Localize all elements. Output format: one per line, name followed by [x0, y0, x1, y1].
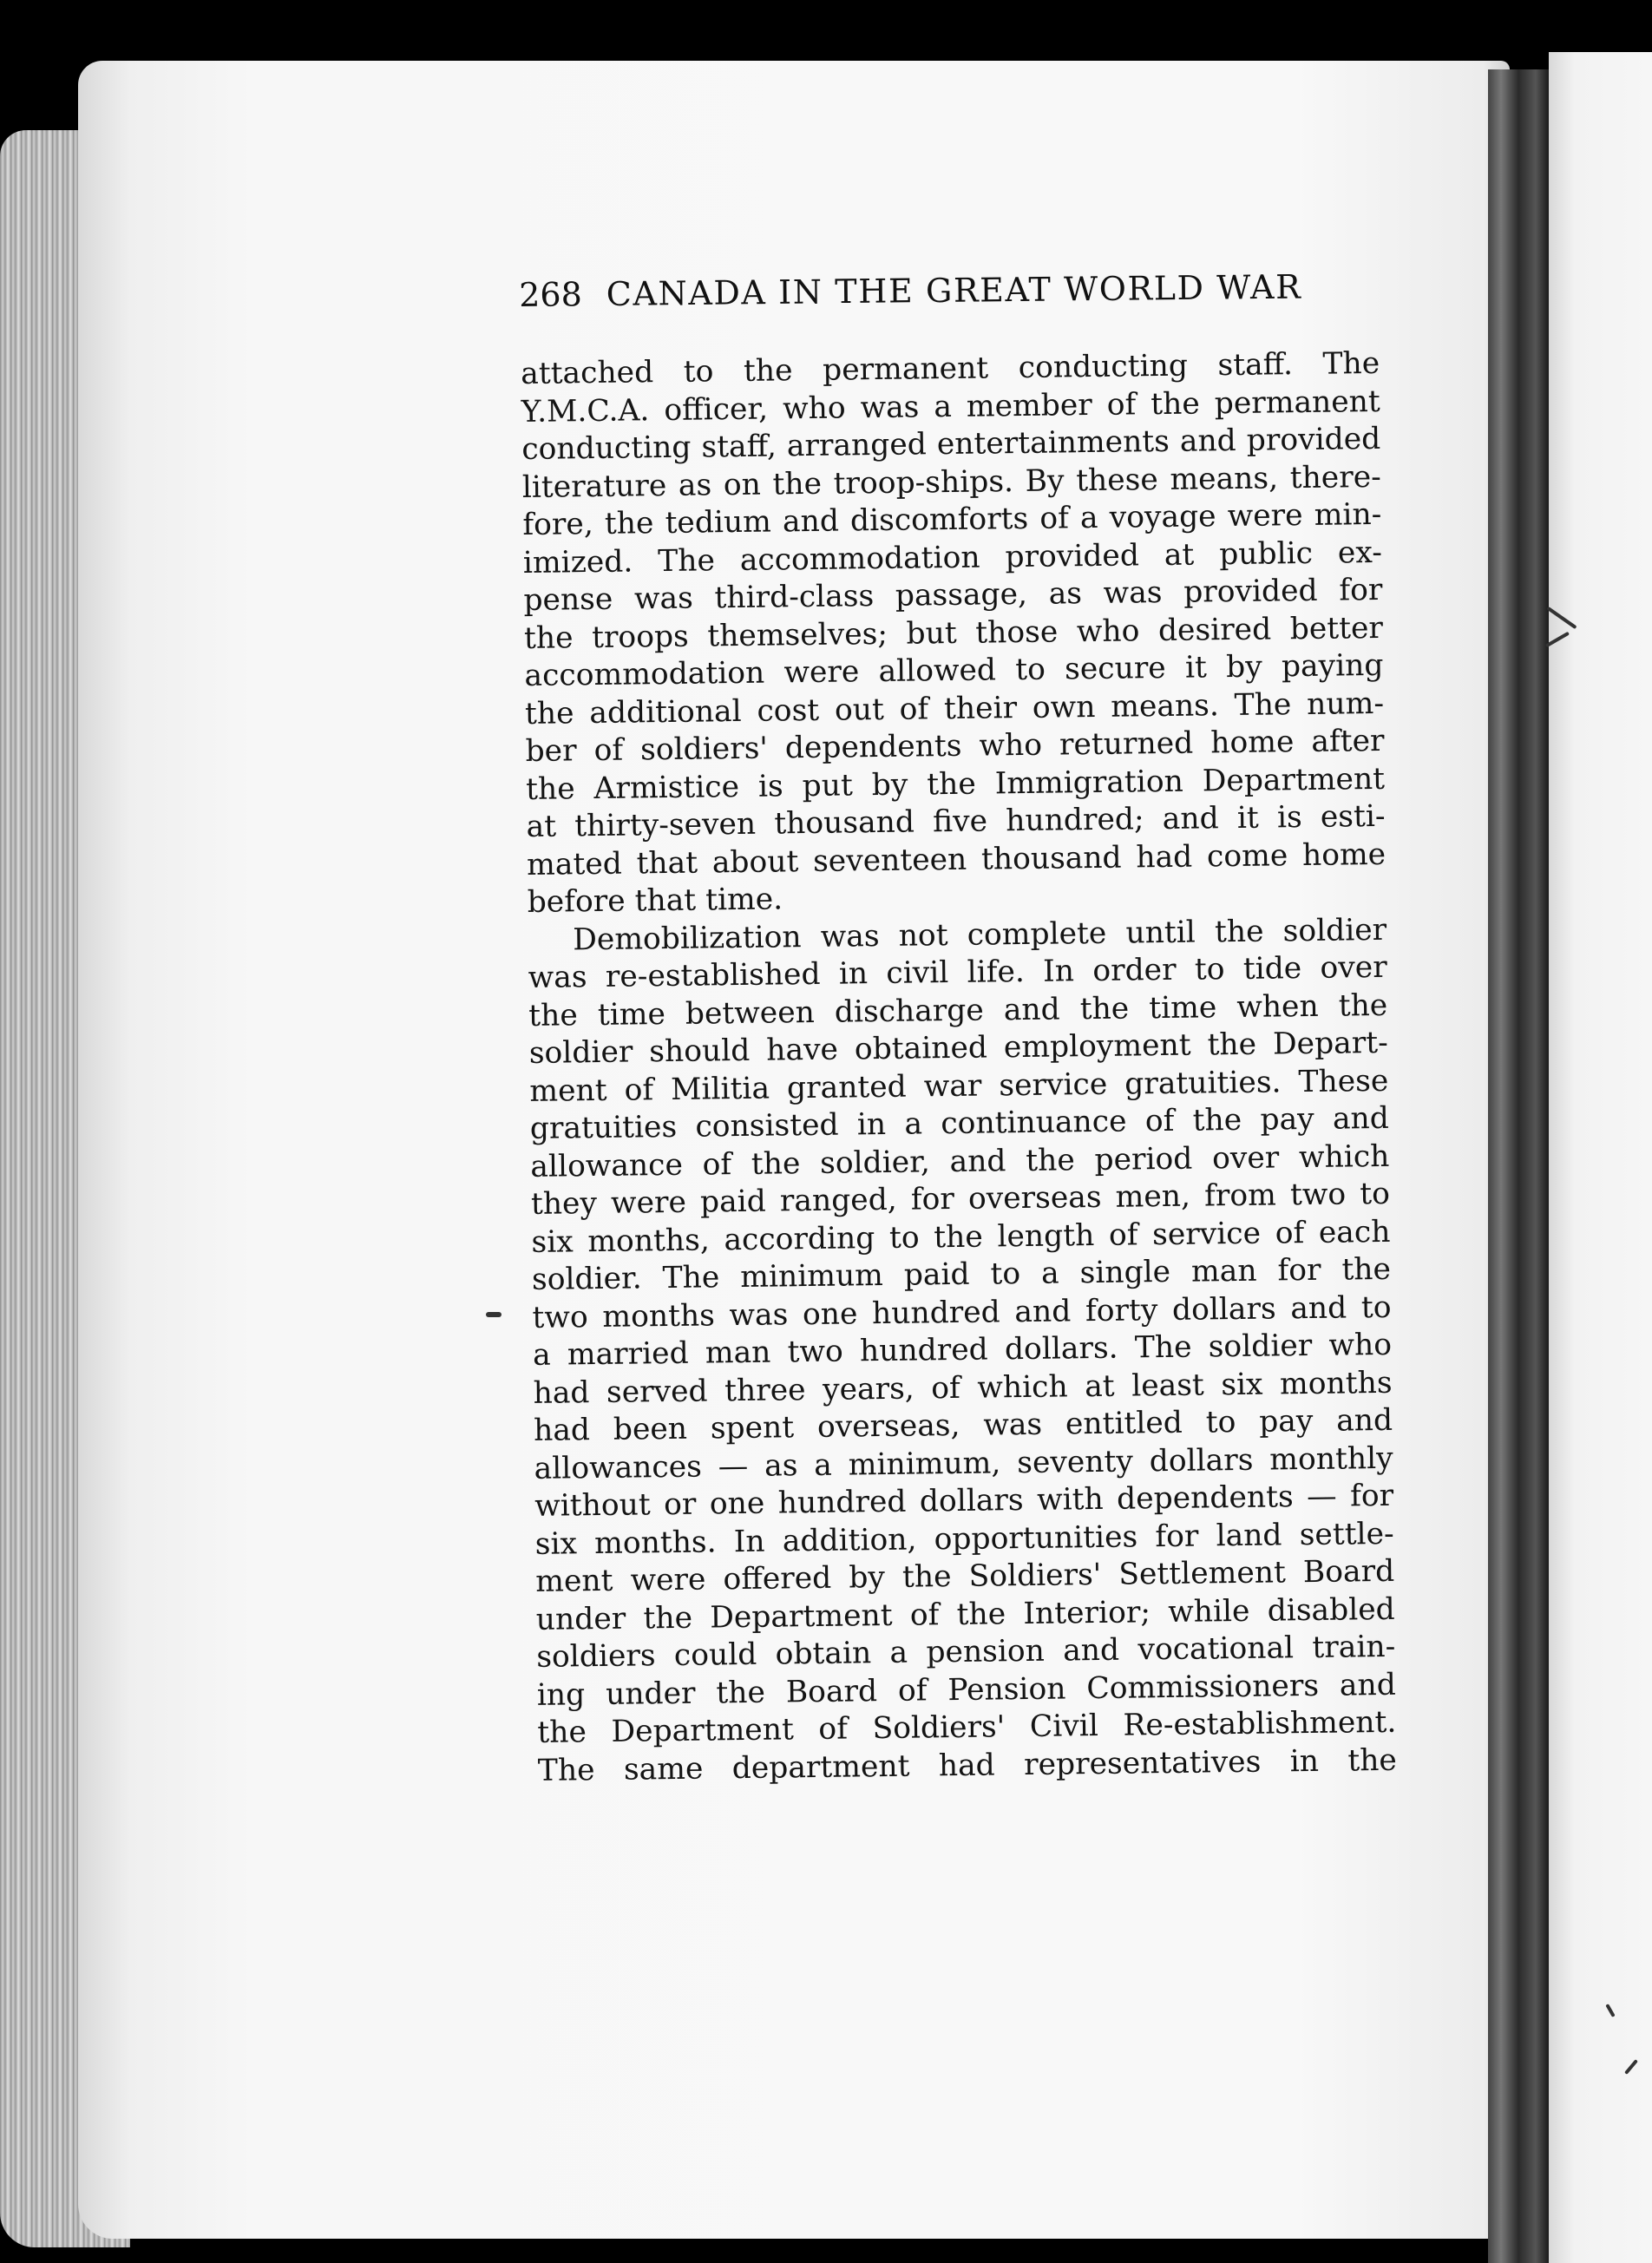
text-line: gratuities consisted in a continuance of the pay and [529, 1100, 1390, 1146]
margin-mark [486, 1312, 502, 1317]
body-text [521, 345, 1397, 1790]
text-line: imized. The accommodation provided at public ex- [522, 535, 1383, 581]
text-line: ber of soldiers' dependents who returned home after [525, 723, 1385, 769]
text-line: soldier. The minimum paid to a single man for the [531, 1251, 1392, 1297]
text-line: mated that about seventeen thousand had come home [526, 836, 1386, 882]
page-number: 268 [519, 275, 582, 314]
running-title: CANADA IN THE GREAT WORLD WAR [606, 267, 1302, 313]
text-line: soldier should have obtained employment the Depart- [528, 1025, 1388, 1071]
text-line: conducting staff, arranged entertainments and provided [521, 421, 1381, 467]
text-line: The same department had representatives in the [537, 1742, 1398, 1788]
text-line: they were paid ranged, for overseas men, from two to [530, 1176, 1391, 1222]
text-line: had been spent overseas, was entitled to pay and [533, 1402, 1393, 1448]
book-binding [1488, 69, 1549, 2263]
text-line: pense was third-class passage, as was provided for [523, 572, 1383, 618]
text-line: literature as on the troop-ships. By these means, there- [521, 459, 1382, 505]
text-line: allowances — as a minimum, seventy dollars monthly [534, 1440, 1393, 1486]
text-line: Demobilization was not complete until the soldier [572, 912, 1387, 957]
text-line: the Armistice is put by the Immigration Department [525, 761, 1386, 807]
text-line: had served three years, of which at least six months [533, 1365, 1393, 1411]
text-line: accommodation were allowed to secure it by paying [524, 647, 1384, 693]
text-line: before that time. [527, 882, 783, 920]
facing-page-edge [1549, 52, 1652, 2263]
text-line: fore, the tedium and discomforts of a voyage were min- [522, 496, 1382, 542]
text-line: two months was one hundred and forty dollars and to [532, 1289, 1392, 1335]
text-line: a married man two hundred dollars. The soldier who [532, 1327, 1393, 1373]
text-line: six months, according to the length of service of each [531, 1214, 1391, 1260]
text-line: was re-established in civil life. In order to tide over [528, 949, 1387, 995]
text-line: at thirty-seven thousand five hundred; and it is esti- [526, 798, 1386, 844]
text-line: six months. In addition, opportunities for land settle- [534, 1516, 1394, 1562]
text-line: under the Department of the Interior; while disabled [535, 1591, 1395, 1637]
text-line: the Department of Soldiers' Civil Re-establishment. [537, 1704, 1397, 1750]
text-line: the additional cost out of their own means. The num- [524, 685, 1385, 731]
text-line: Y.M.C.A. officer, who was a member of the permanent [521, 384, 1380, 430]
text-line: without or one hundred dollars with dependents — for [534, 1478, 1394, 1524]
text-line: ment of Militia granted war service gratuities. These [529, 1063, 1389, 1109]
text-line: the troops themselves; but those who desired better [523, 610, 1384, 656]
text-line: the time between discharge and the time when the [528, 987, 1388, 1033]
text-line: ment were offered by the Soldiers' Settlement Board [535, 1553, 1395, 1599]
text-line: allowance of the soldier, and the period over which [530, 1138, 1390, 1184]
text-line: ing under the Board of Pension Commissioners and [536, 1667, 1397, 1713]
text-line: attached to the permanent conducting staff. The [521, 345, 1380, 391]
text-line: soldiers could obtain a pension and vocational train- [536, 1629, 1396, 1675]
